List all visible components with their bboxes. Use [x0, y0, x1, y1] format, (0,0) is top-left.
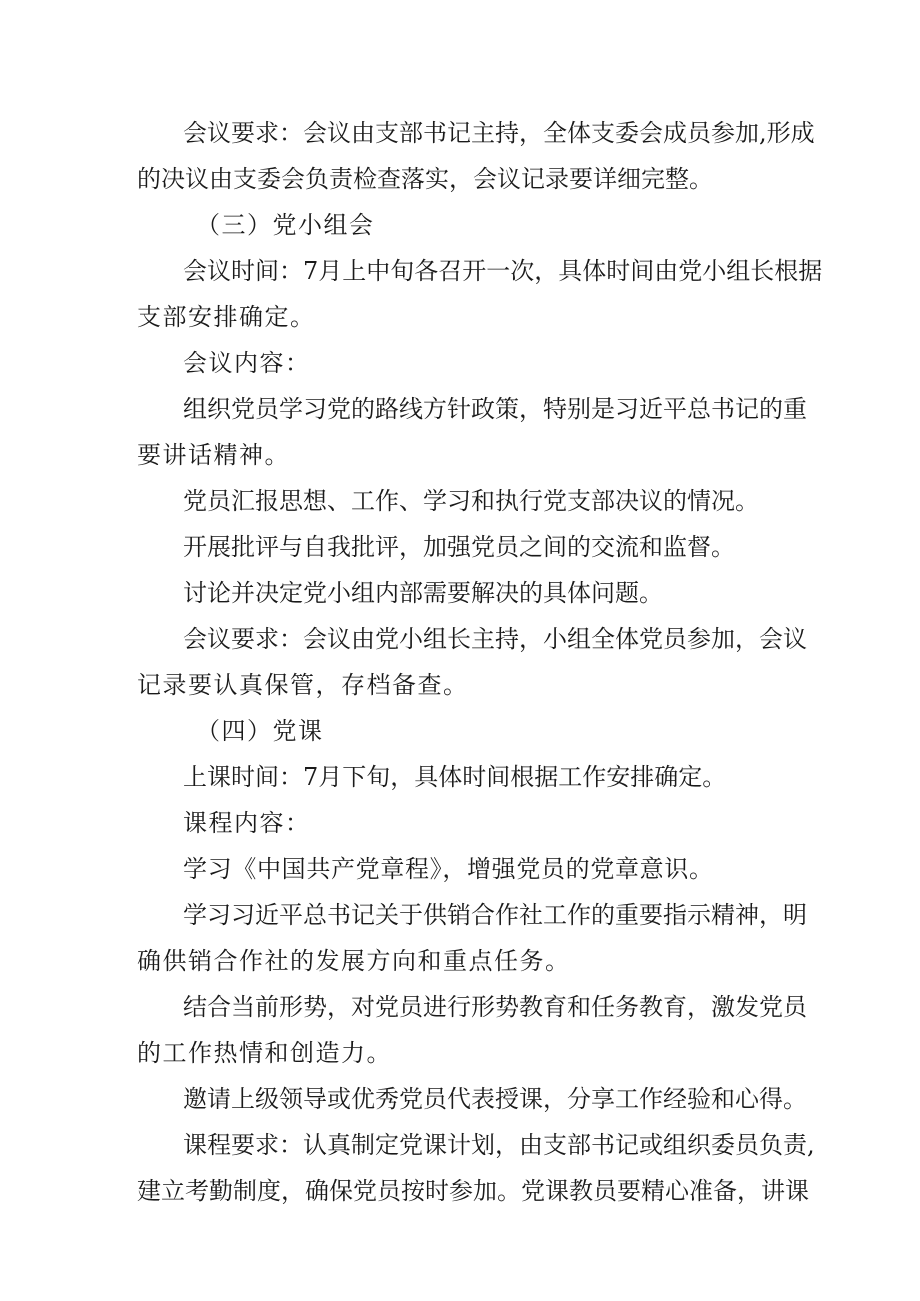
paragraph-line: 开展批评与自我批评，加强党员之间的交流和监督。: [183, 533, 735, 561]
paragraph-line: 上课时间：7月下旬，具体时间根据工作安排确定。: [183, 763, 727, 791]
paragraph-line: 记录要认真保管，存档备查。: [137, 671, 469, 699]
paragraph-line: 的工作热情和创造力。: [137, 1039, 392, 1067]
paragraph-line: 会议要求：会议由支部书记主持，全体支委会成员参加,形成: [183, 119, 815, 147]
paragraph-line: 党员汇报思想、工作、学习和执行党支部决议的情况。: [183, 487, 759, 515]
paragraph-line: 课程要求：认真制定党课计划，由支部书记或组织委员负责,: [183, 1131, 815, 1159]
paragraph-line: 课程内容：: [183, 809, 311, 837]
paragraph-line: 建立考勤制度，确保党员按时参加。党课教员要精心准备，讲课: [137, 1177, 809, 1205]
paragraph-line: 会议时间：7月上中旬各召开一次，具体时间由党小组长根据: [183, 257, 823, 285]
paragraph-line: 讨论并决定党小组内部需要解决的具体问题。: [183, 579, 663, 607]
paragraph-line: 确供销合作社的发展方向和重点任务。: [137, 947, 571, 975]
paragraph-line: 要讲话精神。: [137, 441, 290, 469]
paragraph-line: 会议要求：会议由党小组长主持，小组全体党员参加，会议: [183, 625, 807, 653]
paragraph-line: 支部安排确定。: [137, 303, 316, 331]
paragraph-line: 学习习近平总书记关于供销合作社工作的重要指示精神，明: [183, 901, 807, 929]
paragraph-line: 会议内容：: [183, 349, 311, 377]
paragraph-line: 结合当前形势，对党员进行形势教育和任务教育，激发党员: [183, 993, 807, 1021]
paragraph-line: 的决议由支委会负责检查落实，会议记录要详细完整。: [137, 165, 713, 193]
section-heading-4: （四）党课: [196, 717, 324, 745]
paragraph-line: 学习《中国共产党章程》，增强党员的党章意识。: [183, 855, 713, 883]
paragraph-line: 组织党员学习党的路线方针政策，特别是习近平总书记的重: [183, 395, 807, 423]
paragraph-line: 邀请上级领导或优秀党员代表授课，分享工作经验和心得。: [183, 1085, 807, 1113]
section-heading-3: （三）党小组会: [196, 211, 375, 239]
